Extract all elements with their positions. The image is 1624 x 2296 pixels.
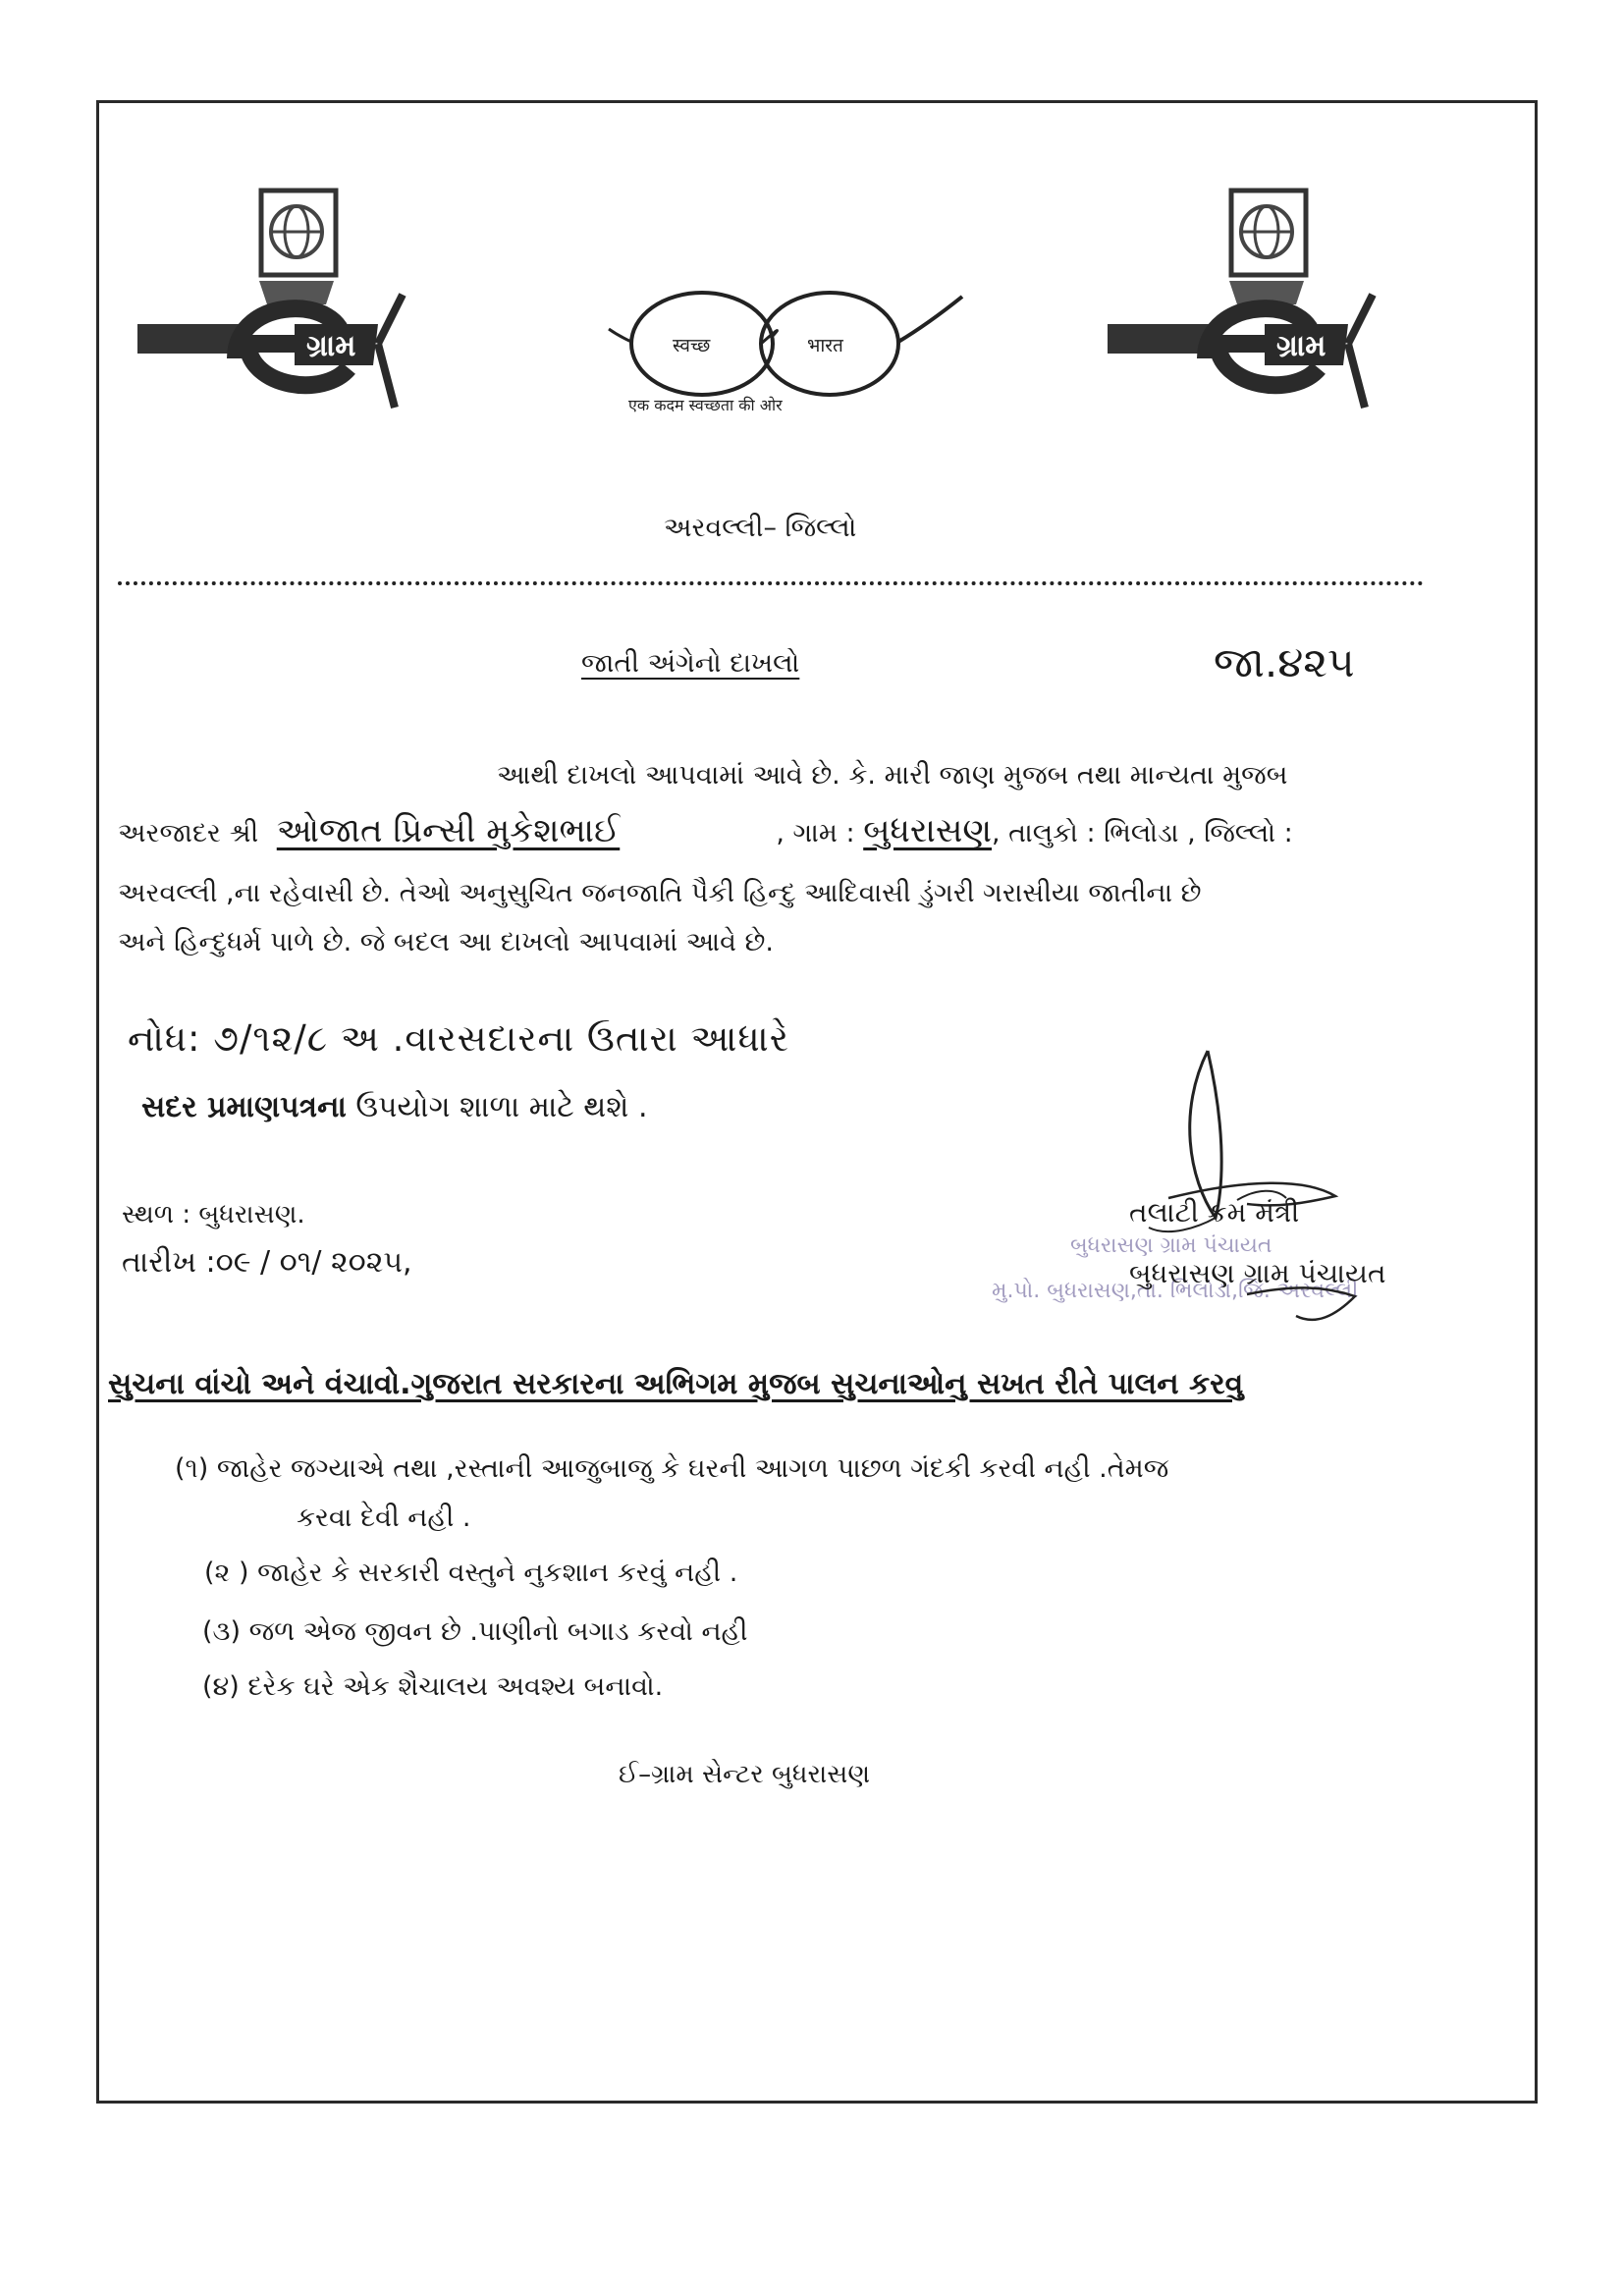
notice-item: (૪) દરેક ઘરે એક શૈચાલય અવશ્ય બનાવો.	[202, 1671, 664, 1702]
usage-bold: સદર પ્રમાણપત્રના	[141, 1090, 347, 1124]
certificate-title: જાતી અંગેનો દાખલો	[581, 648, 800, 679]
e-gram-logo-left	[137, 187, 432, 412]
notice-item: (૩) જળ એજ જીવન છે .પાણીનો બગાડ કરવો નહી	[202, 1616, 748, 1647]
certificate-usage	[141, 1090, 648, 1124]
left-logo-label: ગ્રામ	[306, 329, 356, 363]
certificate-line-4: અને હિન્દુધર્મ પાળે છે. જે બદલ આ દાખલો આપવામાં આવે છે.	[118, 927, 774, 957]
applicant-prefix: અરજાદર શ્રી	[118, 818, 259, 848]
e-gram-logo-right	[1108, 187, 1402, 412]
stamp-line-1: બુધરાસણ ગ્રામ પંચાયત	[1070, 1233, 1272, 1258]
stamp-line-2: મુ.પો. બુધરાસણ,તા. ભિલોડા,જિ. અરવલ્લી	[992, 1279, 1359, 1303]
swachh-bharat-logo	[589, 285, 982, 422]
swachh-right-text: भारत	[807, 335, 843, 356]
certificate-line-3: અરવલ્લી ,ના રહેવાસી છે. તેઓ અનુસુચિત જનજાતિ પૈકી હિન્દુ આદિવાસી ડુંગરી ગરાસીયા જાતીના છે	[118, 878, 1202, 908]
district-line: અરવલ્લી– જિલ્લો	[664, 513, 857, 543]
notice-item: (૨ ) જાહેર કે સરકારી વસ્તુને નુકશાન કરવું નહી .	[204, 1558, 738, 1588]
signatory-office: બુધરાસણ ગ્રામ પંચાયત	[1129, 1257, 1386, 1289]
certificate-note: નોધ: ૭/૧૨/૮ અ .વારસદારના ઉતારા આધારે	[128, 1017, 789, 1060]
swachh-tagline: एक कदम स्वच्छता की ओर	[628, 396, 783, 414]
usage-rest: ઉપયોગ શાળા માટે થશે .	[346, 1090, 648, 1124]
place-label: સ્થળ : બુધરાસણ.	[122, 1200, 305, 1230]
certificate-number: જા.૪૨૫	[1214, 638, 1355, 686]
applicant-name: ઓજાત પ્રિન્સી મુકેશભાઈ	[276, 811, 621, 850]
signatory-title: તલાટી કમ મંત્રી	[1129, 1196, 1300, 1229]
footer-center-name: ઈ–ગ્રામ સેન્ટર બુધરાસણ	[619, 1760, 870, 1789]
notice-item: કરવા દેવી નહી .	[297, 1503, 471, 1533]
notice-item: (૧) જાહેર જગ્યાએ તથા ,રસ્તાની આજુબાજુ કે ઘરની આગળ પાછળ ગંદકી કરવી નહી .તેમજ	[175, 1453, 1169, 1484]
notice-heading: સુચના વાંચો અને વંચાવો.ગુજરાત સરકારના અભિગમ મુજબ સુચનાઓનુ સખત રીતે પાલન કરવુ	[108, 1367, 1244, 1401]
village-label: , ગામ :	[776, 818, 855, 848]
village-name: બુધરાસણ	[863, 811, 993, 850]
taluka-text: , તાલુકો : ભિલોડા , જિલ્લો :	[992, 818, 1293, 848]
right-logo-label: ગ્રામ	[1276, 329, 1326, 363]
certificate-line-1: આથી દાખલો આપવામાં આવે છે. કે. મારી જાણ મુજબ તથા માન્યતા મુજબ	[497, 760, 1288, 791]
date-label: તારીખ :૦૯ / ૦૧/ ૨૦૨૫,	[122, 1245, 412, 1280]
dotted-divider	[118, 581, 1424, 585]
applicant-line	[118, 811, 1293, 850]
swachh-left-text: स्वच्छ	[673, 335, 711, 356]
